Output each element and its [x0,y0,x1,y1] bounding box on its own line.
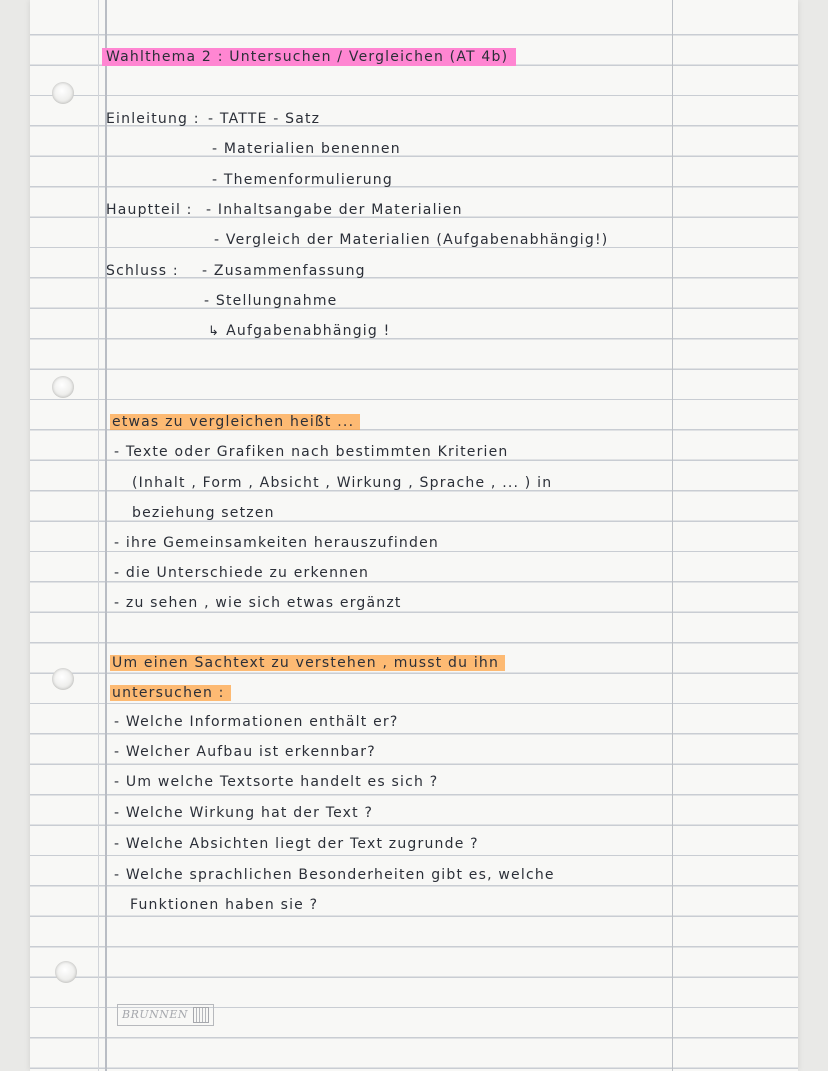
analyze-heading-text-1: Um einen Sachtext zu verstehen , musst du ihn [110,655,505,671]
hauptteil-item: - Inhaltsangabe der Materialien [206,202,463,218]
compare-line: beziehung setzen [132,505,275,521]
analyze-line: - Um welche Textsorte handelt es sich ? [114,774,439,790]
analyze-heading [110,654,505,672]
compare-line: - die Unterschiede zu erkennen [114,565,370,581]
compare-heading [110,413,360,431]
einleitung-item: - TATTE - Satz [208,111,321,127]
compare-line: - Texte oder Grafiken nach bestimmten Kriterien [114,444,509,460]
brunnen-logo [117,1004,214,1026]
einleitung-item: - Materialien benennen [212,141,401,157]
analyze-line: - Welche Absichten liegt der Text zugrunde ? [114,836,479,852]
einleitung-label: Einleitung : [106,111,200,127]
schluss-item: - Zusammenfassung [202,263,366,279]
schluss-label: Schluss : [106,263,179,279]
punch-hole [55,961,77,983]
schluss-note-text: Aufgabenabhängig ! [226,323,391,339]
analyze-line: Funktionen haben sie ? [130,897,319,913]
analyze-line: - Welcher Aufbau ist erkennbar? [114,744,376,760]
analyze-heading-2 [110,684,231,702]
margin-line-right [672,0,673,1071]
punch-hole [52,82,74,104]
schluss-item: - Stellungnahme [204,293,338,309]
title-text: Wahlthema 2 : Untersuchen / Vergleichen (AT 4b) [102,48,516,66]
einleitung-item: - Themenformulierung [212,172,393,188]
compare-heading-text: etwas zu vergleichen heißt ... [110,414,360,430]
punch-hole [52,376,74,398]
arrow-curve-icon: ↳ [208,324,221,339]
compare-line: (Inhalt , Form , Absicht , Wirkung , Sprache , ... ) in [132,475,553,491]
margin-line-left [105,0,107,1071]
analyze-line: - Welche Wirkung hat der Text ? [114,805,374,821]
hauptteil-label: Hauptteil : [106,202,193,218]
page-title [102,48,516,66]
brunnen-mark-icon [193,1007,209,1023]
brunnen-logo-text: BRUNNEN [122,1008,189,1021]
margin-line-inner [98,0,99,1071]
analyze-heading-text-2: untersuchen : [110,685,231,701]
schluss-note [208,322,390,341]
compare-line: - ihre Gemeinsamkeiten herauszufinden [114,535,439,551]
punch-hole [52,668,74,690]
hauptteil-item: - Vergleich der Materialien (Aufgabenabhängig!) [214,232,609,248]
analyze-line: - Welche Informationen enthält er? [114,714,399,730]
compare-line: - zu sehen , wie sich etwas ergänzt [114,595,402,611]
analyze-line: - Welche sprachlichen Besonderheiten gibt es, welche [114,867,555,883]
